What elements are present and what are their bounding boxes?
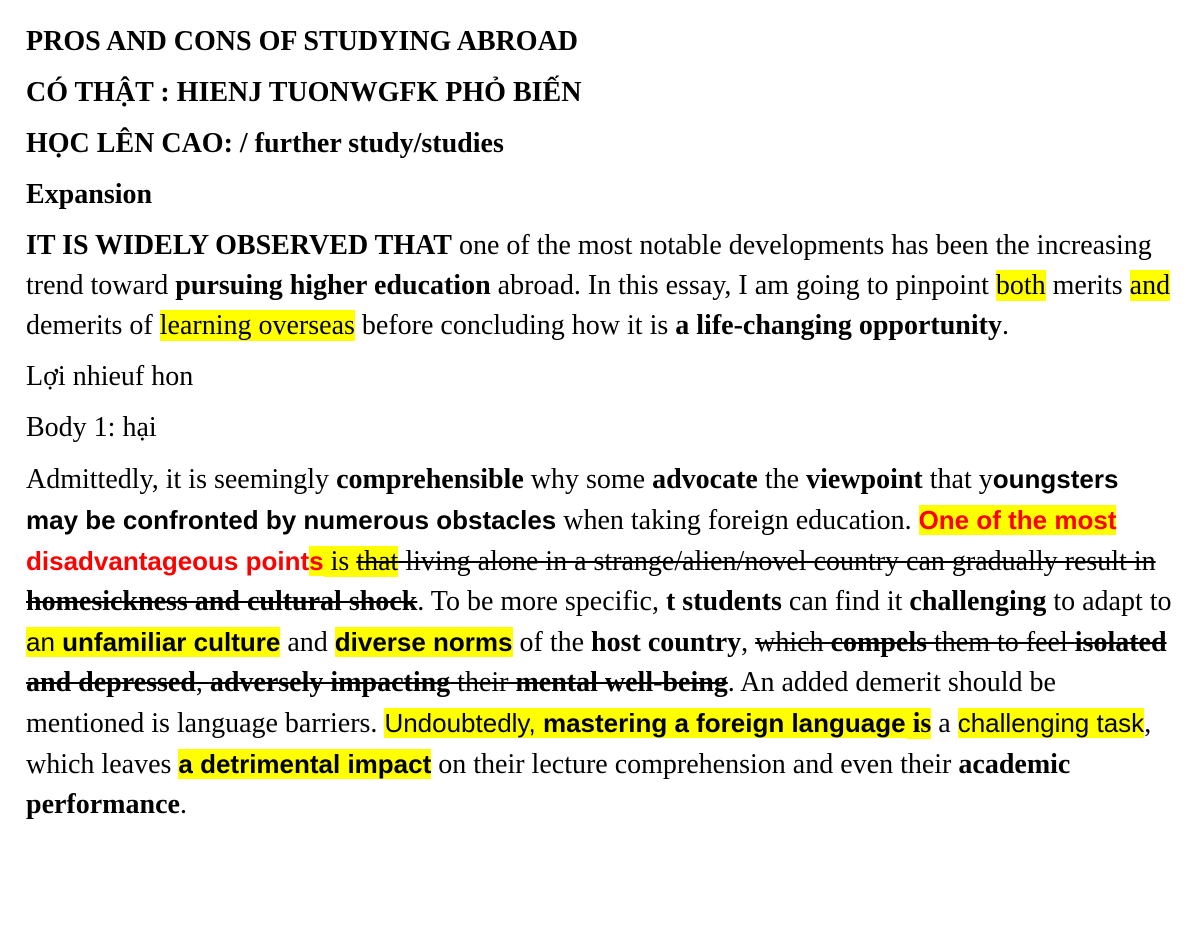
note-body-1: Body 1: hại <box>26 412 157 443</box>
document-page <box>26 22 1176 836</box>
heading-further-study: HỌC LÊN CAO: / further study/studies <box>26 128 504 159</box>
highlight-detrimental-impact: a detrimental impact <box>178 749 432 779</box>
heading-expansion: Expansion <box>26 179 153 210</box>
body-1-paragraph: Admittedly, it is seemingly comprehensible why some advocate the viewpoint that youngsters may be confronted by numerous obstacles when taking foreign education. One of the most disadvantageous points is that living alone in a strange/alien/novel country can gradually result in homesickness and cultural shock. To be more specific, t students can find it challenging to adapt to an unfamiliar culture and diverse norms of the host country, which compels them to feel isolated and depressed, adversely impacting their mental well-being. An added demerit should be mentioned is language barriers. Undoubtedly, mastering a foreign language is a challenging task, which leaves a detrimental impact on their lecture comprehension and even their academic performance. <box>26 464 1172 820</box>
highlight-and: and <box>1129 270 1171 301</box>
highlight-both: both <box>995 270 1046 301</box>
red-phrase-one-of-the-most: One of the most <box>918 505 1117 535</box>
intro-paragraph: IT IS WIDELY OBSERVED THAT one of the most notable developments has been the increasing trend toward pursuing higher education abroad. In this essay, I am going to pinpoint both merits and demerits of learning overseas before concluding how it is a life-changing opportunity. <box>26 230 1171 341</box>
intro-opening-phrase: IT IS WIDELY OBSERVED THAT <box>26 230 452 261</box>
highlight-unfamiliar-culture: unfamiliar culture <box>62 627 281 657</box>
document-title: PROS AND CONS OF STUDYING ABROAD <box>26 26 579 57</box>
struck-living-alone: living alone in a strange/alien/novel country can gradually result in <box>398 546 1156 577</box>
heading-note-vietnamese: CÓ THẬT : HIENJ TUONWGFK PHỎ BIẾN <box>26 77 582 108</box>
struck-homesickness: homesickness and cultural shock <box>26 586 418 617</box>
red-phrase-disadvantageous: disadvantageous point <box>26 546 310 576</box>
note-more-benefits: Lợi nhieuf hon <box>26 361 194 392</box>
highlight-learning-overseas: learning overseas <box>159 310 355 341</box>
highlight-challenging-task: challenging task <box>957 708 1145 738</box>
struck-that: that <box>356 546 399 577</box>
highlight-mastering-language: mastering a foreign language <box>542 708 906 738</box>
highlight-diverse-norms: diverse norms <box>334 627 513 657</box>
